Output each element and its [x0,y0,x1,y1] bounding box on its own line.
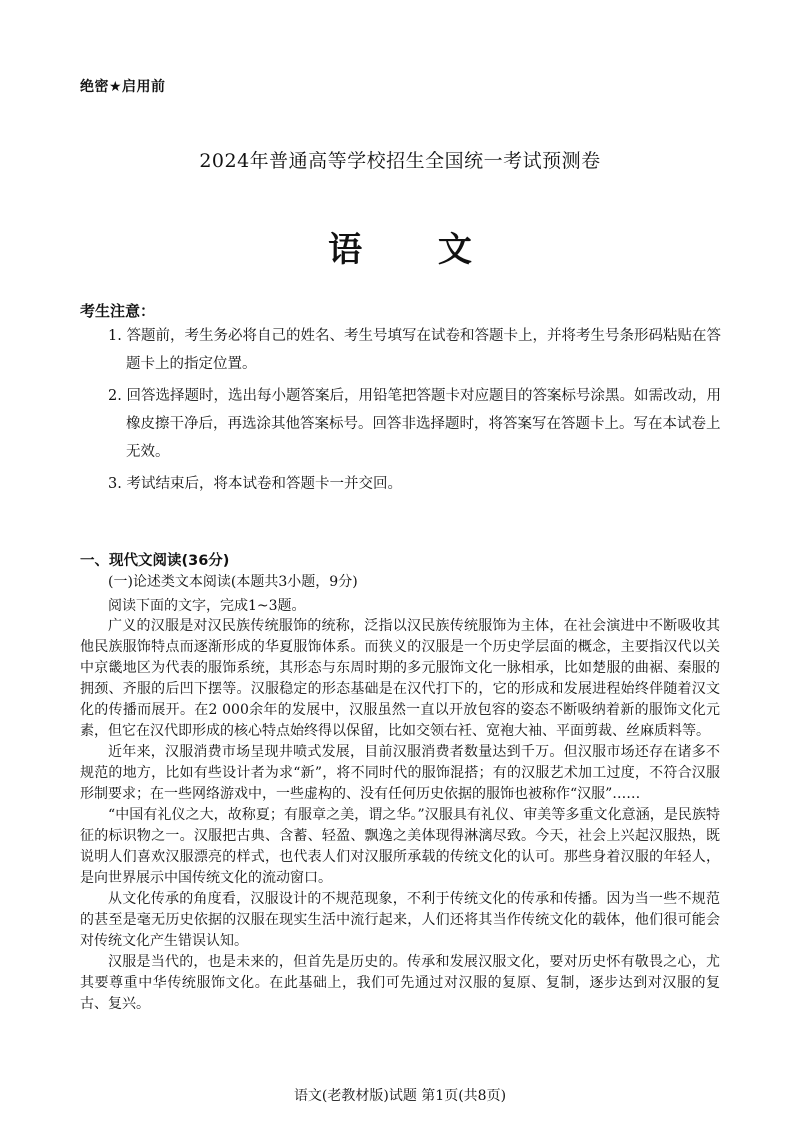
subject-title: 语 文 [328,230,504,270]
passage-paragraph: 近年来，汉服消费市场呈现井喷式发展，目前汉服消费者数量达到千万。但汉服市场还存在诸多不规范的地方，比如有些设计者为求“新”，将不同时代的服饰混搭；有的汉服艺术加工过度，不符合汉服形制要求；在一些网络游戏中，一些虚构的、没有任何历史依据的服饰也被称作“汉服”…… [80,744,720,802]
section-heading: 一、现代文阅读(36分) [80,553,230,569]
notice-heading: 考生注意： [80,302,156,320]
passage-paragraph: 广义的汉服是对汉民族传统服饰的统称，泛指以汉民族传统服饰为主体，在社会演进中不断吸收其他民族服饰特点而逐渐形成的华夏服饰体系。而狭义的汉服是一个历史学层面的概念，主要指汉代以关中京畿地区为代表的服饰系统，其形态与东周时期的多元服饰文化一脉相承，比如楚服的曲裾、秦服的拥颈、齐服的后凹下摆等。汉服稳定的形态基础是在汉代打下的，它的形成和发展进程始终伴随着汉文化的传播而展开。在2 000余年的发展中，汉服虽然一直以开放包容的姿态不断吸纳着新的服饰文化元素，但它在汉代即形成的核心特点始终得以保留，比如交领右衽、宽袍大袖、平面剪裁、丝麻质料等。 [80,618,720,739]
notice-item: 1. 答题前，考生务必将自己的姓名、考生号填写在试卷和答题卡上，并将考生号条形码粘贴在答题卡上的指定位置。 [108,328,721,372]
passage-paragraph: 汉服是当代的，也是未来的，但首先是历史的。传承和发展汉服文化，要对历史怀有敬畏之心，尤其要尊重中华传统服饰文化。在此基础上，我们可先通过对汉服的复原、复制，逐步达到对汉服的复古、复兴。 [80,954,720,1012]
reading-passage [80,616,720,1015]
passage-paragraph: “中国有礼仪之大，故称夏；有服章之美，谓之华。”汉服具有礼仪、审美等多重文化意涵，是民族特征的标识物之一。汉服把古典、含蓄、轻盈、飘逸之美体现得淋漓尽致。今天，社会上兴起汉服热，既说明人们喜欢汉服漂亮的样式，也代表人们对汉服所承载的传统文化的认可。那些身着汉服的年轻人，是向世界展示中国传统文化的流动窗口。 [80,807,720,886]
sub-section-heading: (一)论述类文本阅读(本题共3小题，9分) [108,574,358,590]
passage-paragraph: 从文化传承的角度看，汉服设计的不规范现象，不利于传统文化的传承和传播。因为当一些不规范的甚至是毫无历史依据的汉服在现实生活中流行起来，人们还将其当作传统文化的载体，他们很可能会对传统文化产生错误认知。 [80,891,720,949]
confidential-label: 绝密★启用前 [80,79,166,95]
exam-title: 2024年普通高等学校招生全国统一考试预测卷 [199,150,601,172]
notice-list [108,322,728,502]
reading-instruction: 阅读下面的文字，完成1~3题。 [108,598,306,614]
notice-item: 3. 考试结束后，将本试卷和答题卡一并交回。 [108,476,402,492]
notice-item: 2. 回答选择题时，选出每小题答案后，用铅笔把答题卡对应题目的答案标号涂黑。如需改动，用橡皮擦干净后，再选涂其他答案标号。回答非选择题时，将答案写在答题卡上。写在本试卷上无效。 [108,388,721,460]
page-footer: 语文(老教材版)试题 第1页(共8页) [293,1088,507,1104]
